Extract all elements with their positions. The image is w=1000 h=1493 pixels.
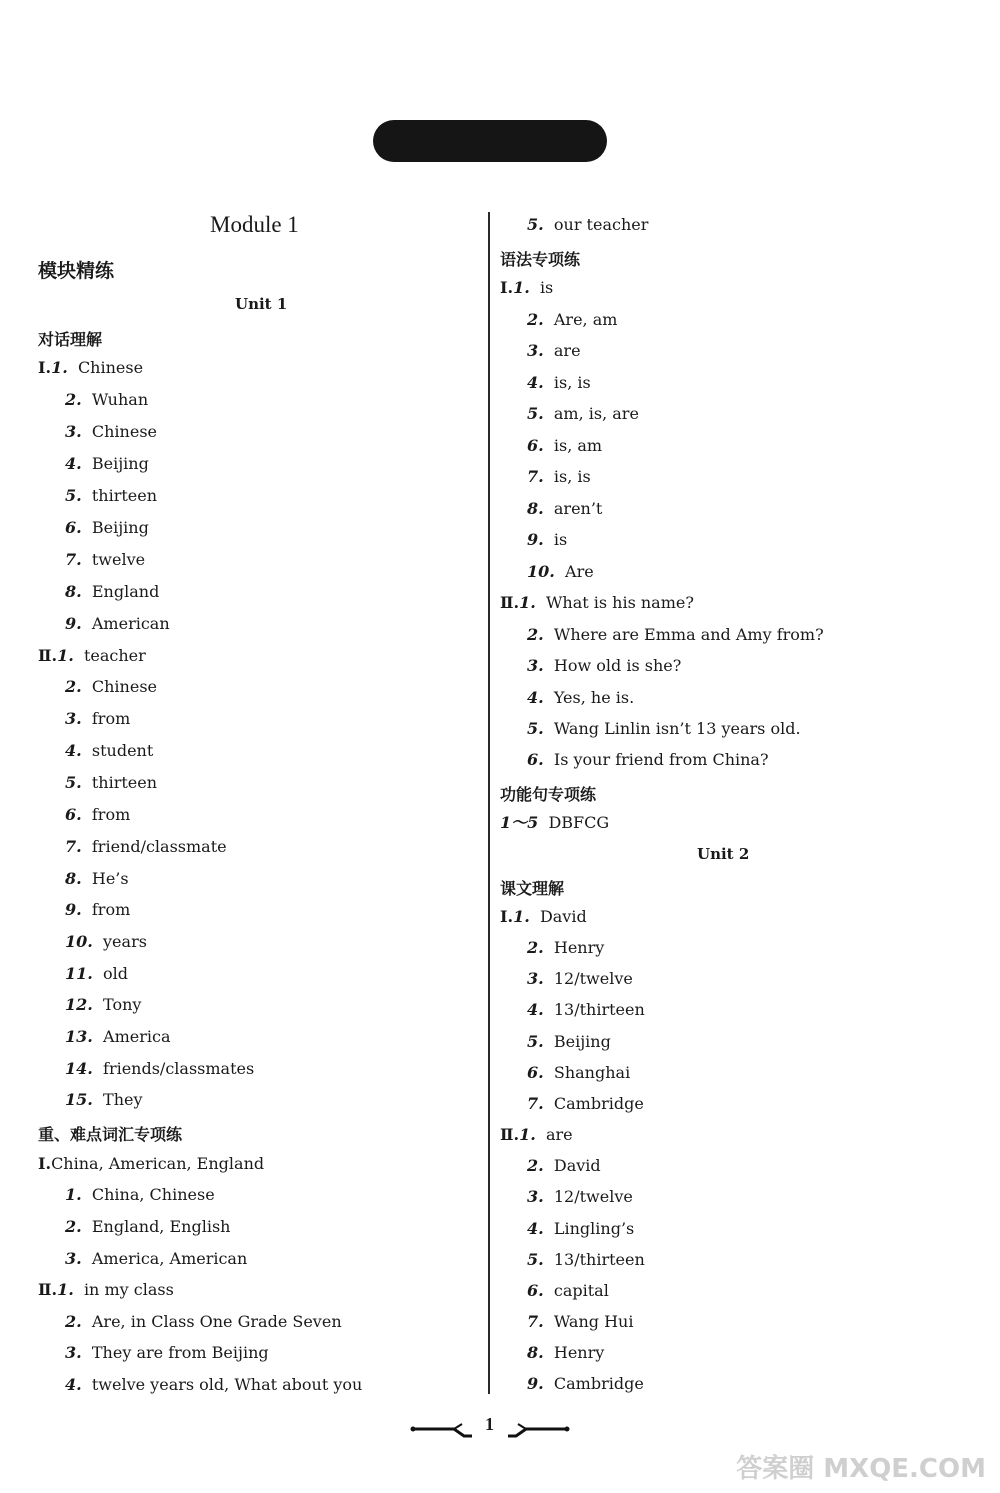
item-number: 3. — [527, 341, 544, 360]
item-answer: Are, in Class One Grade Seven — [91, 1312, 342, 1331]
answer-item — [65, 582, 159, 602]
item-answer: Is your friend from China? — [553, 750, 769, 769]
answer-item — [65, 1185, 215, 1205]
answer-item — [65, 741, 153, 761]
item-answer: from — [91, 805, 131, 824]
item-number: 6. — [65, 518, 82, 537]
answer-item — [527, 969, 633, 989]
unit-heading: Unit 2 — [697, 845, 750, 863]
item-number: 1. — [519, 1125, 536, 1144]
item-answer: from — [91, 900, 131, 919]
answer-item — [527, 1281, 609, 1301]
item-number: 3. — [65, 422, 82, 441]
answer-item — [500, 278, 553, 298]
answer-item — [527, 436, 602, 456]
answer-item — [65, 1217, 230, 1237]
item-number: 9. — [65, 900, 82, 919]
item-answer: Henry — [553, 938, 605, 957]
item-number: 5. — [527, 404, 544, 423]
answer-item — [527, 1094, 644, 1114]
item-number: 6. — [527, 750, 544, 769]
item-number: 2. — [527, 1156, 544, 1175]
item-number: 7. — [527, 1312, 544, 1331]
item-group-label: Ⅱ. — [38, 646, 58, 665]
answer-item — [65, 1090, 143, 1110]
item-number: 7. — [65, 837, 82, 856]
item-number: 13. — [65, 1027, 93, 1046]
answer-item — [527, 1219, 634, 1239]
answer-item — [527, 719, 801, 739]
item-number: 11. — [65, 964, 93, 983]
answer-item — [65, 837, 227, 857]
item-number: 7. — [527, 1094, 544, 1113]
answer-item — [65, 869, 129, 889]
answer-item — [65, 1375, 362, 1395]
section-heading: 重、难点词汇专项练 — [38, 1125, 183, 1144]
item-answer: Wang Linlin isn’t 13 years old. — [553, 719, 801, 738]
item-number: 7. — [527, 467, 544, 486]
item-answer: China, American, England — [51, 1154, 265, 1173]
item-answer: are — [545, 1125, 573, 1144]
item-group-label: Ⅱ. — [500, 1125, 520, 1144]
answer-item — [527, 656, 681, 676]
answer-item — [527, 1000, 645, 1020]
answer-item — [527, 938, 604, 958]
item-answer: student — [91, 741, 154, 760]
answer-item — [38, 1154, 264, 1174]
answer-item — [65, 773, 157, 793]
item-answer: America, American — [91, 1249, 248, 1268]
answer-item — [65, 1249, 247, 1269]
answer-item — [38, 646, 146, 666]
item-answer: China, Chinese — [91, 1185, 215, 1204]
column-divider — [488, 212, 490, 1394]
item-number: 6. — [527, 436, 544, 455]
answer-item — [65, 1027, 170, 1047]
item-answer: Wang Hui — [553, 1312, 634, 1331]
item-answer: thirteen — [91, 773, 158, 792]
answer-item — [527, 1032, 611, 1052]
item-answer: Chinese — [91, 677, 157, 696]
answer-item — [527, 530, 567, 550]
item-answer: old — [103, 964, 129, 983]
item-number: 4. — [527, 688, 544, 707]
item-number: 3. — [527, 969, 544, 988]
answer-item — [527, 373, 591, 393]
item-answer: Lingling’s — [553, 1219, 635, 1238]
item-answer: Henry — [553, 1343, 605, 1362]
item-answer: Wuhan — [91, 390, 149, 409]
item-number: 5. — [65, 773, 82, 792]
item-answer: 13/thirteen — [553, 1000, 645, 1019]
item-number: 2. — [65, 390, 82, 409]
answer-item — [38, 358, 143, 378]
answer-item — [65, 454, 149, 474]
item-number: 8. — [65, 869, 82, 888]
item-answer: He’s — [91, 869, 129, 888]
item-answer: thirteen — [91, 486, 158, 505]
item-number: 3. — [527, 656, 544, 675]
item-answer: is, is — [553, 373, 591, 392]
item-answer: in my class — [83, 1280, 174, 1299]
item-answer: teacher — [83, 646, 146, 665]
item-group-label: Ⅰ. — [500, 278, 514, 297]
item-answer: America — [103, 1027, 171, 1046]
answer-item — [527, 1156, 601, 1176]
item-number: 5. — [527, 719, 544, 738]
item-number: 12. — [65, 995, 93, 1014]
item-group-label: Ⅱ. — [38, 1280, 58, 1299]
answer-item — [527, 404, 639, 424]
item-group-label: Ⅰ. — [500, 907, 514, 926]
item-number: 8. — [527, 499, 544, 518]
item-answer: Are, am — [553, 310, 618, 329]
item-number: 3. — [65, 1249, 82, 1268]
item-number: 4. — [527, 373, 544, 392]
item-number: 2. — [527, 625, 544, 644]
answer-item — [527, 499, 602, 519]
answer-item — [65, 1312, 342, 1332]
page-number: 1 — [485, 1414, 494, 1434]
answer-item — [65, 900, 130, 920]
answer-item — [65, 390, 148, 410]
item-answer: from — [91, 709, 131, 728]
item-answer: David — [553, 1156, 601, 1175]
answer-item — [38, 1280, 174, 1300]
section-heading: 模块精练 — [38, 260, 115, 282]
item-number: 5. — [527, 1032, 544, 1051]
item-number: 1. — [519, 593, 536, 612]
item-answer: David — [539, 907, 587, 926]
answer-item — [65, 677, 157, 697]
answer-item — [65, 995, 141, 1015]
item-answer: 12/twelve — [553, 969, 633, 988]
section-heading: 课文理解 — [500, 879, 565, 898]
item-number: 5. — [527, 215, 544, 234]
item-number: 14. — [65, 1059, 93, 1078]
item-number: 8. — [65, 582, 82, 601]
module-title: Module 1 — [210, 212, 299, 237]
answer-item — [65, 1343, 269, 1363]
answer-item — [527, 1343, 604, 1363]
item-number: 1. — [65, 1185, 82, 1204]
page-footer — [0, 1412, 1000, 1442]
item-number: 9. — [527, 1374, 544, 1393]
item-answer: Are — [565, 562, 594, 581]
item-number: 2. — [65, 1312, 82, 1331]
item-number: 2. — [527, 310, 544, 329]
item-number: 1. — [57, 1280, 74, 1299]
item-number: 10. — [65, 932, 93, 951]
right-ornament-icon — [506, 1420, 570, 1438]
item-answer: Yes, he is. — [553, 688, 635, 707]
item-number: 2. — [65, 1217, 82, 1236]
item-answer: They are from Beijing — [91, 1343, 269, 1362]
item-answer: What is his name? — [545, 593, 694, 612]
item-answer: Chinese — [77, 358, 144, 377]
item-number: 6. — [527, 1063, 544, 1082]
item-answer: twelve years old, What about you — [91, 1375, 363, 1394]
item-number: 3. — [65, 1343, 82, 1362]
item-answer: Beijing — [91, 454, 149, 473]
item-answer: is, am — [553, 436, 603, 455]
item-group-label: Ⅰ. — [38, 358, 52, 377]
answer-item — [527, 1312, 633, 1332]
answer-item — [65, 550, 145, 570]
item-answer: Cambridge — [553, 1094, 644, 1113]
watermark: 答案圈 MXQE.COM — [736, 1454, 986, 1484]
item-answer: friends/classmates — [103, 1059, 255, 1078]
item-answer: 13/thirteen — [553, 1250, 645, 1269]
item-answer: am, is, are — [553, 404, 639, 423]
item-answer: Chinese — [91, 422, 157, 441]
answer-item — [500, 813, 609, 833]
answer-item — [527, 688, 634, 708]
item-number: 1. — [57, 646, 74, 665]
answer-item — [527, 467, 591, 487]
section-heading: 对话理解 — [38, 330, 103, 349]
item-number: 4. — [65, 741, 82, 760]
item-answer: Beijing — [553, 1032, 611, 1051]
item-number: 1. — [513, 278, 530, 297]
item-number: 1. — [513, 907, 530, 926]
item-number: 10. — [527, 562, 555, 581]
answer-item — [65, 1059, 254, 1079]
item-number: 2. — [65, 677, 82, 696]
answer-item — [527, 1187, 633, 1207]
answer-item — [527, 1063, 630, 1083]
answer-item — [65, 518, 149, 538]
item-answer: England, English — [91, 1217, 231, 1236]
answer-item — [527, 310, 617, 330]
item-number: 7. — [65, 550, 82, 569]
answer-item — [65, 805, 130, 825]
item-number: 2. — [527, 938, 544, 957]
item-number: 4. — [65, 454, 82, 473]
item-number: 9. — [527, 530, 544, 549]
item-answer: Tony — [103, 995, 142, 1014]
answer-item — [65, 422, 157, 442]
answer-item — [65, 964, 128, 984]
answer-item — [65, 709, 130, 729]
answer-item — [527, 625, 824, 645]
item-answer: England — [91, 582, 160, 601]
item-number: 4. — [527, 1219, 544, 1238]
item-group-label: Ⅰ. — [38, 1154, 52, 1173]
item-answer: is — [553, 530, 568, 549]
item-number: 1. — [51, 358, 68, 377]
item-number: 4. — [65, 1375, 82, 1394]
item-answer: Beijing — [91, 518, 149, 537]
item-answer: is, is — [553, 467, 591, 486]
item-answer: is — [539, 278, 554, 297]
section-heading: 功能句专项练 — [500, 785, 597, 804]
answer-item — [527, 341, 581, 361]
item-number: 5. — [527, 1250, 544, 1269]
answer-item — [527, 1250, 645, 1270]
item-group-label: Ⅱ. — [500, 593, 520, 612]
item-number: 3. — [65, 709, 82, 728]
item-answer: They — [103, 1090, 143, 1109]
unit-heading: Unit 1 — [235, 295, 288, 313]
item-number: 1～5 — [500, 813, 539, 832]
item-answer: DBFCG — [548, 813, 610, 832]
answer-item — [65, 614, 170, 634]
item-number: 4. — [527, 1000, 544, 1019]
answer-item — [65, 932, 147, 952]
answer-item — [527, 215, 648, 235]
item-answer: 12/twelve — [553, 1187, 633, 1206]
item-answer: How old is she? — [553, 656, 682, 675]
item-answer: Where are Emma and Amy from? — [553, 625, 824, 644]
answer-item — [527, 750, 769, 770]
item-answer: our teacher — [553, 215, 649, 234]
answer-item — [527, 1374, 644, 1394]
item-number: 6. — [65, 805, 82, 824]
answer-item — [527, 562, 594, 582]
header-banner — [373, 120, 607, 162]
item-answer: friend/classmate — [91, 837, 227, 856]
item-number: 15. — [65, 1090, 93, 1109]
item-number: 6. — [527, 1281, 544, 1300]
item-number: 8. — [527, 1343, 544, 1362]
item-answer: Shanghai — [553, 1063, 631, 1082]
answer-item — [500, 1125, 573, 1145]
item-number: 5. — [65, 486, 82, 505]
item-answer: are — [553, 341, 581, 360]
section-heading: 语法专项练 — [500, 250, 581, 269]
item-answer: American — [91, 614, 170, 633]
answer-item — [500, 907, 587, 927]
left-ornament-icon — [410, 1420, 474, 1438]
item-answer: years — [103, 932, 147, 951]
answer-item — [65, 486, 157, 506]
item-number: 9. — [65, 614, 82, 633]
item-answer: aren’t — [553, 499, 603, 518]
item-answer: twelve — [91, 550, 146, 569]
item-answer: Cambridge — [553, 1374, 644, 1393]
item-answer: capital — [553, 1281, 609, 1300]
item-number: 3. — [527, 1187, 544, 1206]
answer-item — [500, 593, 694, 613]
